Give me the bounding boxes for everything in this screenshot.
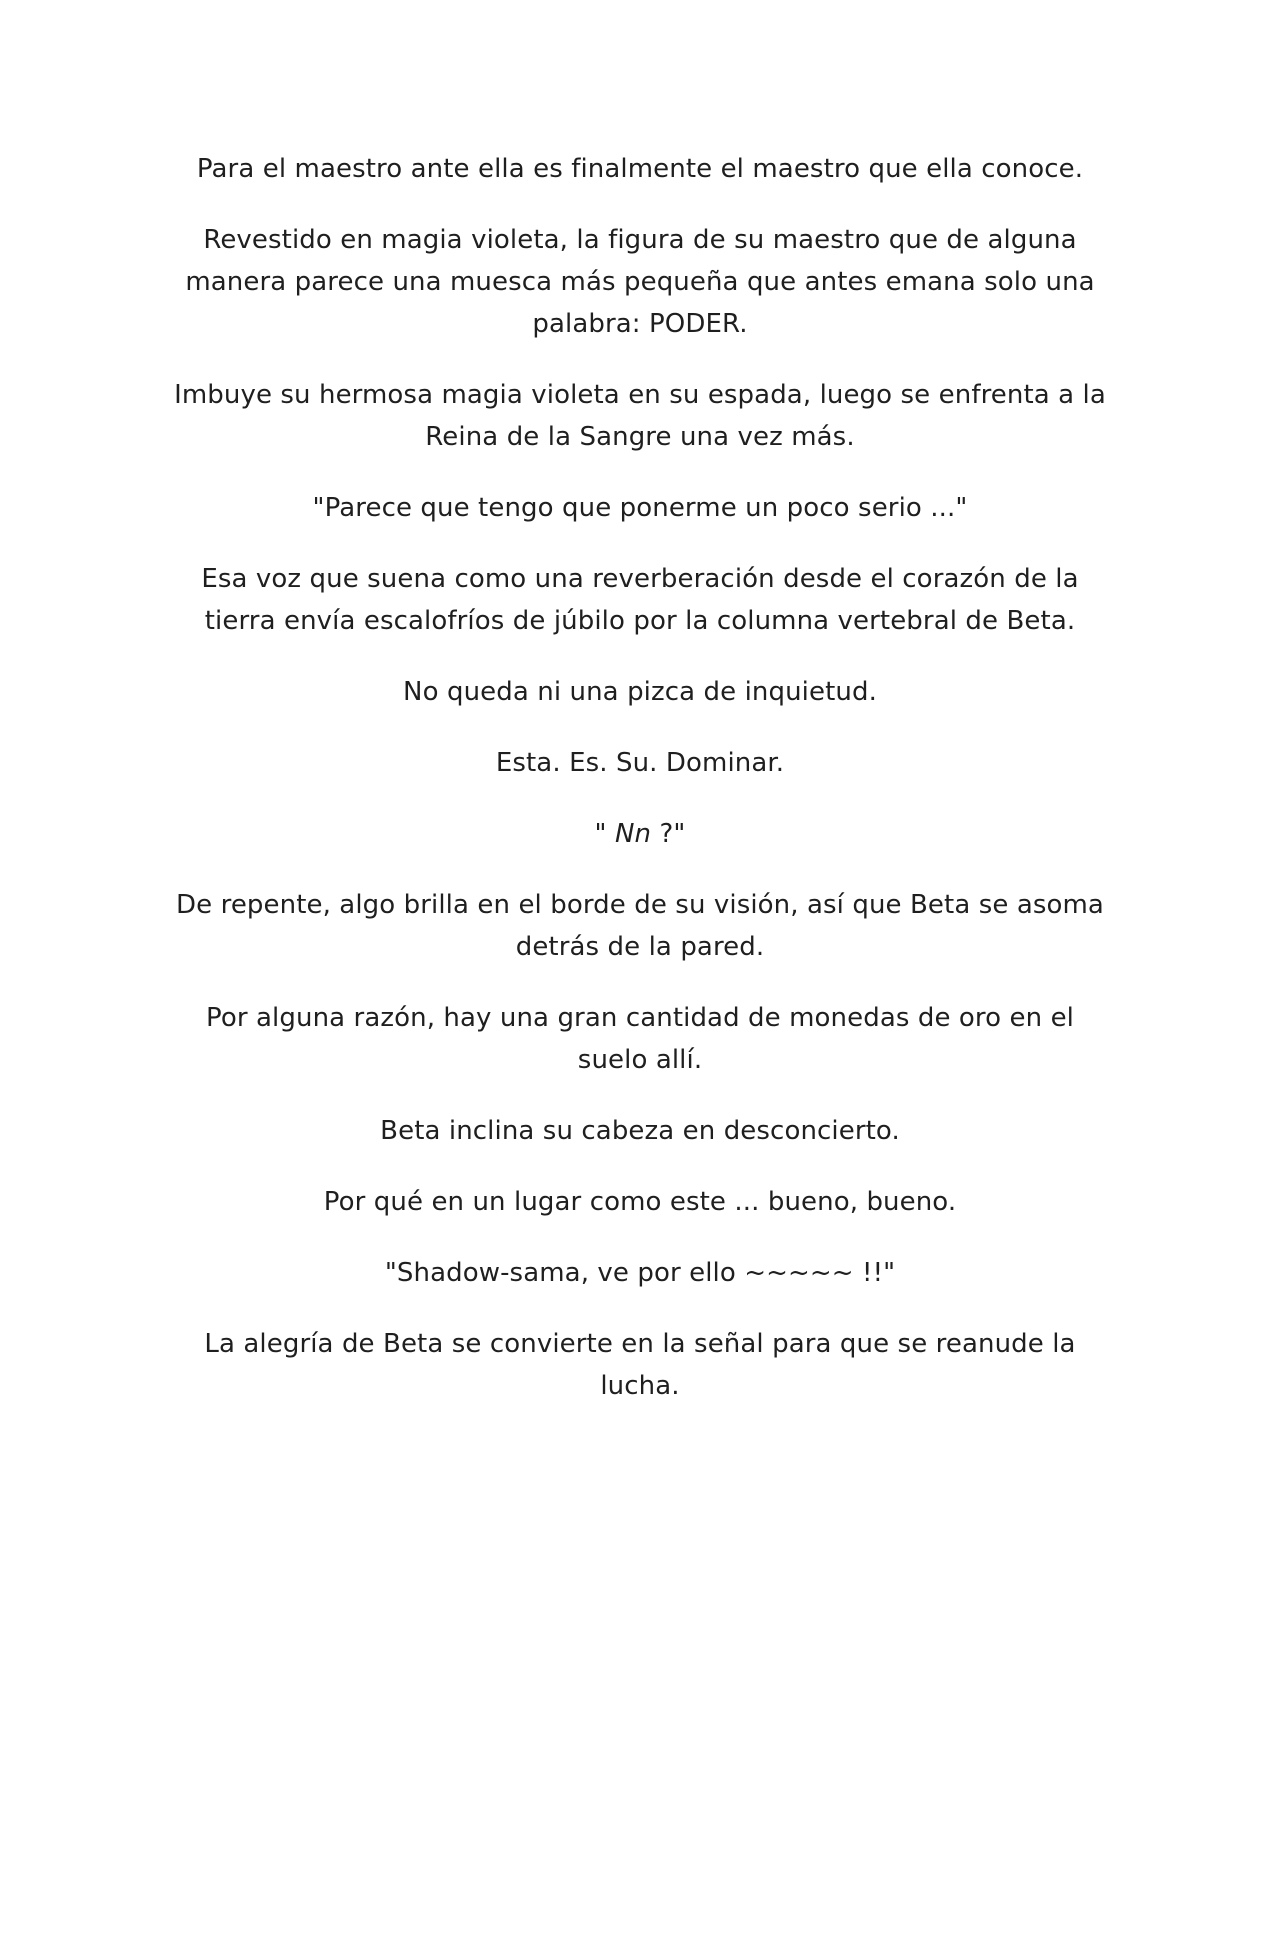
paragraph-3: Imbuye su hermosa magia violeta en su espada, luego se enfrenta a la Reina de la Sangre una vez más. [174,380,1106,452]
paragraph-14: La alegría de Beta se convierte en la señal para que se reanude la lucha. [204,1329,1076,1401]
document-body [170,148,1110,1437]
paragraph-1: Para el maestro ante ella es finalmente el maestro que ella conoce. [196,154,1084,184]
paragraph-10: Por alguna razón, hay una gran cantidad de monedas de oro en el suelo allí. [206,1003,1074,1075]
paragraph-8-prefix: " [594,819,615,849]
paragraph-9: De repente, algo brilla en el borde de su visión, así que Beta se asoma detrás de la pared. [176,890,1104,962]
bottom-spacer [170,1436,1110,1437]
paragraph-4: "Parece que tengo que ponerme un poco serio ..." [312,493,968,523]
paragraph-8-suffix: ?" [651,819,686,849]
paragraph-12: Por qué en un lugar como este ... bueno, bueno. [323,1187,957,1217]
paragraph-5: Esa voz que suena como una reverberación desde el corazón de la tierra envía escalofríos de júbilo por la columna vertebral de Beta. [201,564,1079,636]
paragraph-7: Esta. Es. Su. Dominar. [495,748,785,778]
paragraph-8-italic: Nn [614,819,652,849]
paragraph-11: Beta inclina su cabeza en desconcierto. [380,1116,900,1146]
paragraph-2: Revestido en magia violeta, la figura de su maestro que de alguna manera parece una muesca más pequeña que antes emana solo una palabra: PODER. [185,225,1095,339]
paragraph-6: No queda ni una pizca de inquietud. [403,677,877,707]
paragraph-8 [170,813,1110,855]
paragraph-13: "Shadow-sama, ve por ello ~~~~~ !!" [384,1258,896,1288]
